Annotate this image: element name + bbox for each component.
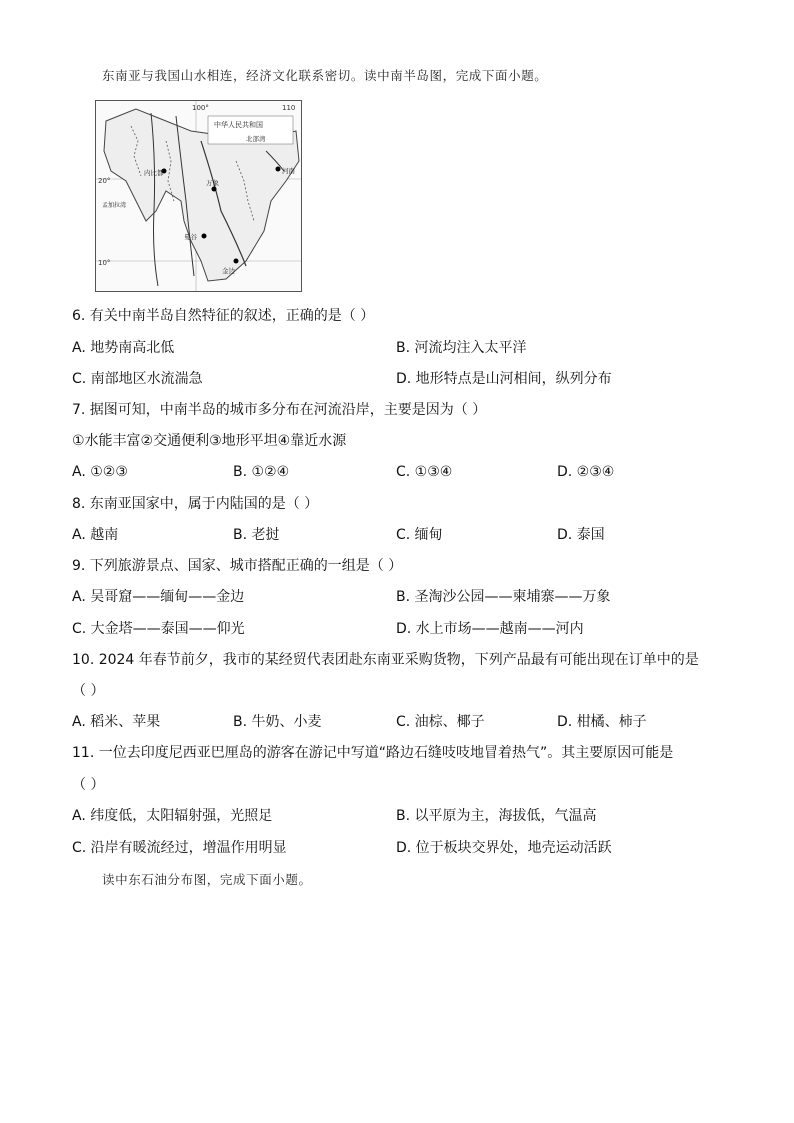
intro2-text: 读中东石油分布图，完成下面小题。 <box>102 872 312 887</box>
q8-option-d: D. 泰国 <box>557 527 605 543</box>
q11-option-b: B. 以平原为主，海拔低，气温高 <box>396 808 597 824</box>
q11-option-a: A. 纬度低，太阳辐射强，光照足 <box>72 808 273 824</box>
intro-text: 东南亚与我国山水相连，经济文化联系密切。读中南半岛图，完成下面小题。 <box>102 68 548 83</box>
question-10-paren: （ ） <box>72 683 105 699</box>
lon-100-label: 100° <box>192 104 209 112</box>
city-dot <box>276 167 281 172</box>
q6-option-a: A. 地势南高北低 <box>72 340 175 356</box>
q9-option-d: D. 水上市场——越南——河内 <box>396 621 584 637</box>
q11-option-d: D. 位于板块交界处，地壳运动活跃 <box>396 840 612 856</box>
q7-option-a: A. ①②③ <box>72 464 128 480</box>
bangkok-label: 曼谷 <box>184 233 197 241</box>
question-7-sub: ①水能丰富②交通便利③地形平坦④靠近水源 <box>72 433 347 449</box>
q10-option-b: B. 牛奶、小麦 <box>233 714 322 730</box>
hanoi-label: 河南 <box>282 167 295 175</box>
q8-option-a: A. 越南 <box>72 527 119 543</box>
q6-option-b: B. 河流均注入太平洋 <box>396 340 527 356</box>
question-11-paren: （ ） <box>72 777 105 793</box>
city-dot <box>234 259 239 264</box>
naypyidaw-label: 内比都 <box>144 169 164 177</box>
beibu-label: 北部湾 <box>246 135 266 143</box>
question-10-stem: 10. 2024 年春节前夕，我市的某经贸代表团赴东南亚采购货物，下列产品最有可能出现在订单中的是 <box>72 652 699 668</box>
lat-10-label: 10° <box>98 259 111 267</box>
sea-label: 孟加拉湾 <box>102 202 127 209</box>
city-dot <box>212 187 217 192</box>
q8-option-c: C. 缅甸 <box>396 527 443 543</box>
q9-option-a: A. 吴哥窟——缅甸——金边 <box>72 589 245 605</box>
q7-option-c: C. ①③④ <box>396 464 453 480</box>
q10-option-c: C. 油棕、椰子 <box>396 714 485 730</box>
q11-option-c: C. 沿岸有暖流经过，增温作用明显 <box>72 840 287 856</box>
question-9-stem: 9. 下列旅游景点、国家、城市搭配正确的一组是（ ） <box>72 558 403 574</box>
lon-110-label: 110 <box>282 104 296 112</box>
q10-option-a: A. 稻米、苹果 <box>72 714 161 730</box>
question-11-stem: 11. 一位去印度尼西亚巴厘岛的游客在游记中写道“路边石缝吱吱地冒着热气”。其主要原因可能是 <box>72 745 674 761</box>
q8-option-b: B. 老挝 <box>233 527 280 543</box>
china-label: 中华人民共和国 <box>214 121 263 129</box>
q6-option-c: C. 南部地区水流湍急 <box>72 371 203 387</box>
q9-option-b: B. 圣淘沙公园——柬埔寨——万象 <box>396 589 611 605</box>
q7-option-d: D. ②③④ <box>557 464 615 480</box>
question-6-stem: 6. 有关中南半岛自然特征的叙述，正确的是（ ） <box>72 308 375 324</box>
q6-option-d: D. 地形特点是山河相间，纵列分布 <box>396 371 612 387</box>
vientiane-label: 万象 <box>206 179 219 187</box>
city-dot <box>202 234 207 239</box>
question-8-stem: 8. 东南亚国家中，属于内陆国的是（ ） <box>72 496 319 512</box>
q10-option-d: D. 柑橘、柿子 <box>557 714 647 730</box>
q7-option-b: B. ①②④ <box>233 464 290 480</box>
question-7-stem: 7. 据图可知，中南半岛的城市多分布在河流沿岸，主要是因为（ ） <box>72 402 487 418</box>
indochina-map <box>95 100 302 292</box>
phnompenh-label: 金边 <box>222 267 235 275</box>
q9-option-c: C. 大金塔——泰国——仰光 <box>72 621 245 637</box>
lat-20-label: 20° <box>98 177 111 185</box>
